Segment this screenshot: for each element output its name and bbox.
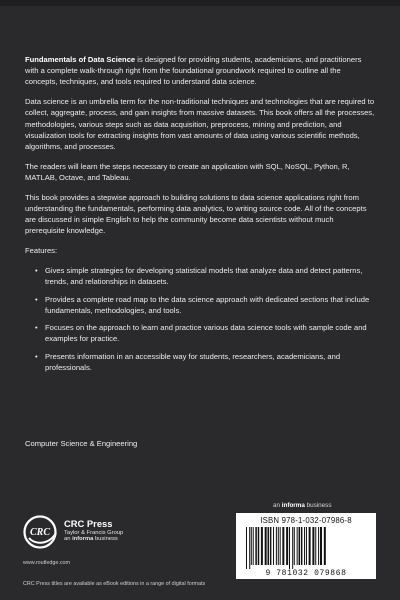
publisher-business-tag: [64, 536, 123, 542]
pub-biz-brand: informa: [72, 536, 94, 542]
subject-category: Computer Science & Engineering: [25, 439, 138, 448]
pub-biz-prefix: an: [64, 536, 73, 542]
bullet-icon: •: [35, 323, 38, 333]
feature-item: [35, 265, 375, 287]
publisher-url[interactable]: www.routledge.com: [23, 560, 71, 566]
top-edge-strip: [0, 0, 400, 6]
feature-text: Presents information in an accessible way for students, researchers, academicians, and professionals.: [45, 351, 341, 372]
book-title-lead: Fundamentals of Data Science: [25, 55, 136, 64]
feature-text: Gives simple strategies for developing statistical models that analyze data and detect patterns, trends, and relationships in datasets.: [45, 266, 363, 287]
feature-item: [35, 351, 375, 373]
publisher-block: [64, 518, 123, 542]
barcode-digits: 9 781032 079868: [265, 569, 347, 578]
informa-business-tag: [273, 502, 331, 509]
feature-text: Focuses on the approach to learn and practice various data science tools with sample code and examples for practice.: [45, 323, 367, 344]
bullet-icon: •: [35, 266, 38, 276]
features-list: [25, 265, 375, 373]
informa-brand: informa: [281, 502, 305, 509]
pub-biz-suffix: business: [93, 536, 118, 542]
feature-text: Provides a complete road map to the data science approach with dedicated sections that include fundamentals, methodologies, and tools.: [45, 294, 370, 315]
intro-paragraph: [25, 54, 375, 88]
feature-item: [35, 294, 375, 316]
paragraph-approach: This book provides a stepwise approach to building solutions to data science applications right from understanding the fundamentals, performing data analytics, to writing source code. All of the concepts are discussed in simple English to help the community become data scientists without much prerequisite knowledge.: [25, 192, 367, 236]
bullet-icon: •: [35, 351, 38, 361]
publisher-name: CRC Press: [64, 518, 113, 529]
informa-prefix: an: [273, 502, 282, 509]
isbn-label: ISBN 978-1-032-07986-8: [260, 516, 352, 525]
crc-press-logo-icon: [23, 515, 61, 549]
blurb-text: [25, 54, 375, 379]
barcode-icon: [244, 527, 368, 569]
ebook-availability-note: CRC Press titles are available as eBook editions in a range of digital formats: [23, 581, 206, 587]
paragraph-tools: The readers will learn the steps necessary to create an application with SQL, NoSQL, Python, R, MATLAB, Octave, and Tableau.: [25, 161, 350, 183]
feature-item: [35, 322, 375, 344]
features-heading: Features:: [25, 246, 58, 256]
isbn-barcode-panel: [236, 513, 376, 579]
publisher-group: Taylor & Francis Group: [64, 530, 124, 536]
crc-logo-text: CRC: [29, 527, 51, 538]
informa-suffix: business: [304, 502, 332, 509]
intro-text: is designed for providing students, academicians, and practitioners with a complete walk-through right from the foundational groundwork required to outline all the concepts, techniques, and tools required to understand data science.: [25, 55, 362, 87]
paragraph-definition: Data science is an umbrella term for the non-traditional techniques and technologies that are required to collect, aggregate, process, and gain insights from massive datasets. This book offers all the processes, methodologies, various steps such as data acquisition, preprocess, mining and prediction, and visualization tools for extracting insights from vast amounts of data using various scientific methods, algorithms, and processes.: [25, 97, 375, 152]
bullet-icon: •: [35, 294, 38, 304]
